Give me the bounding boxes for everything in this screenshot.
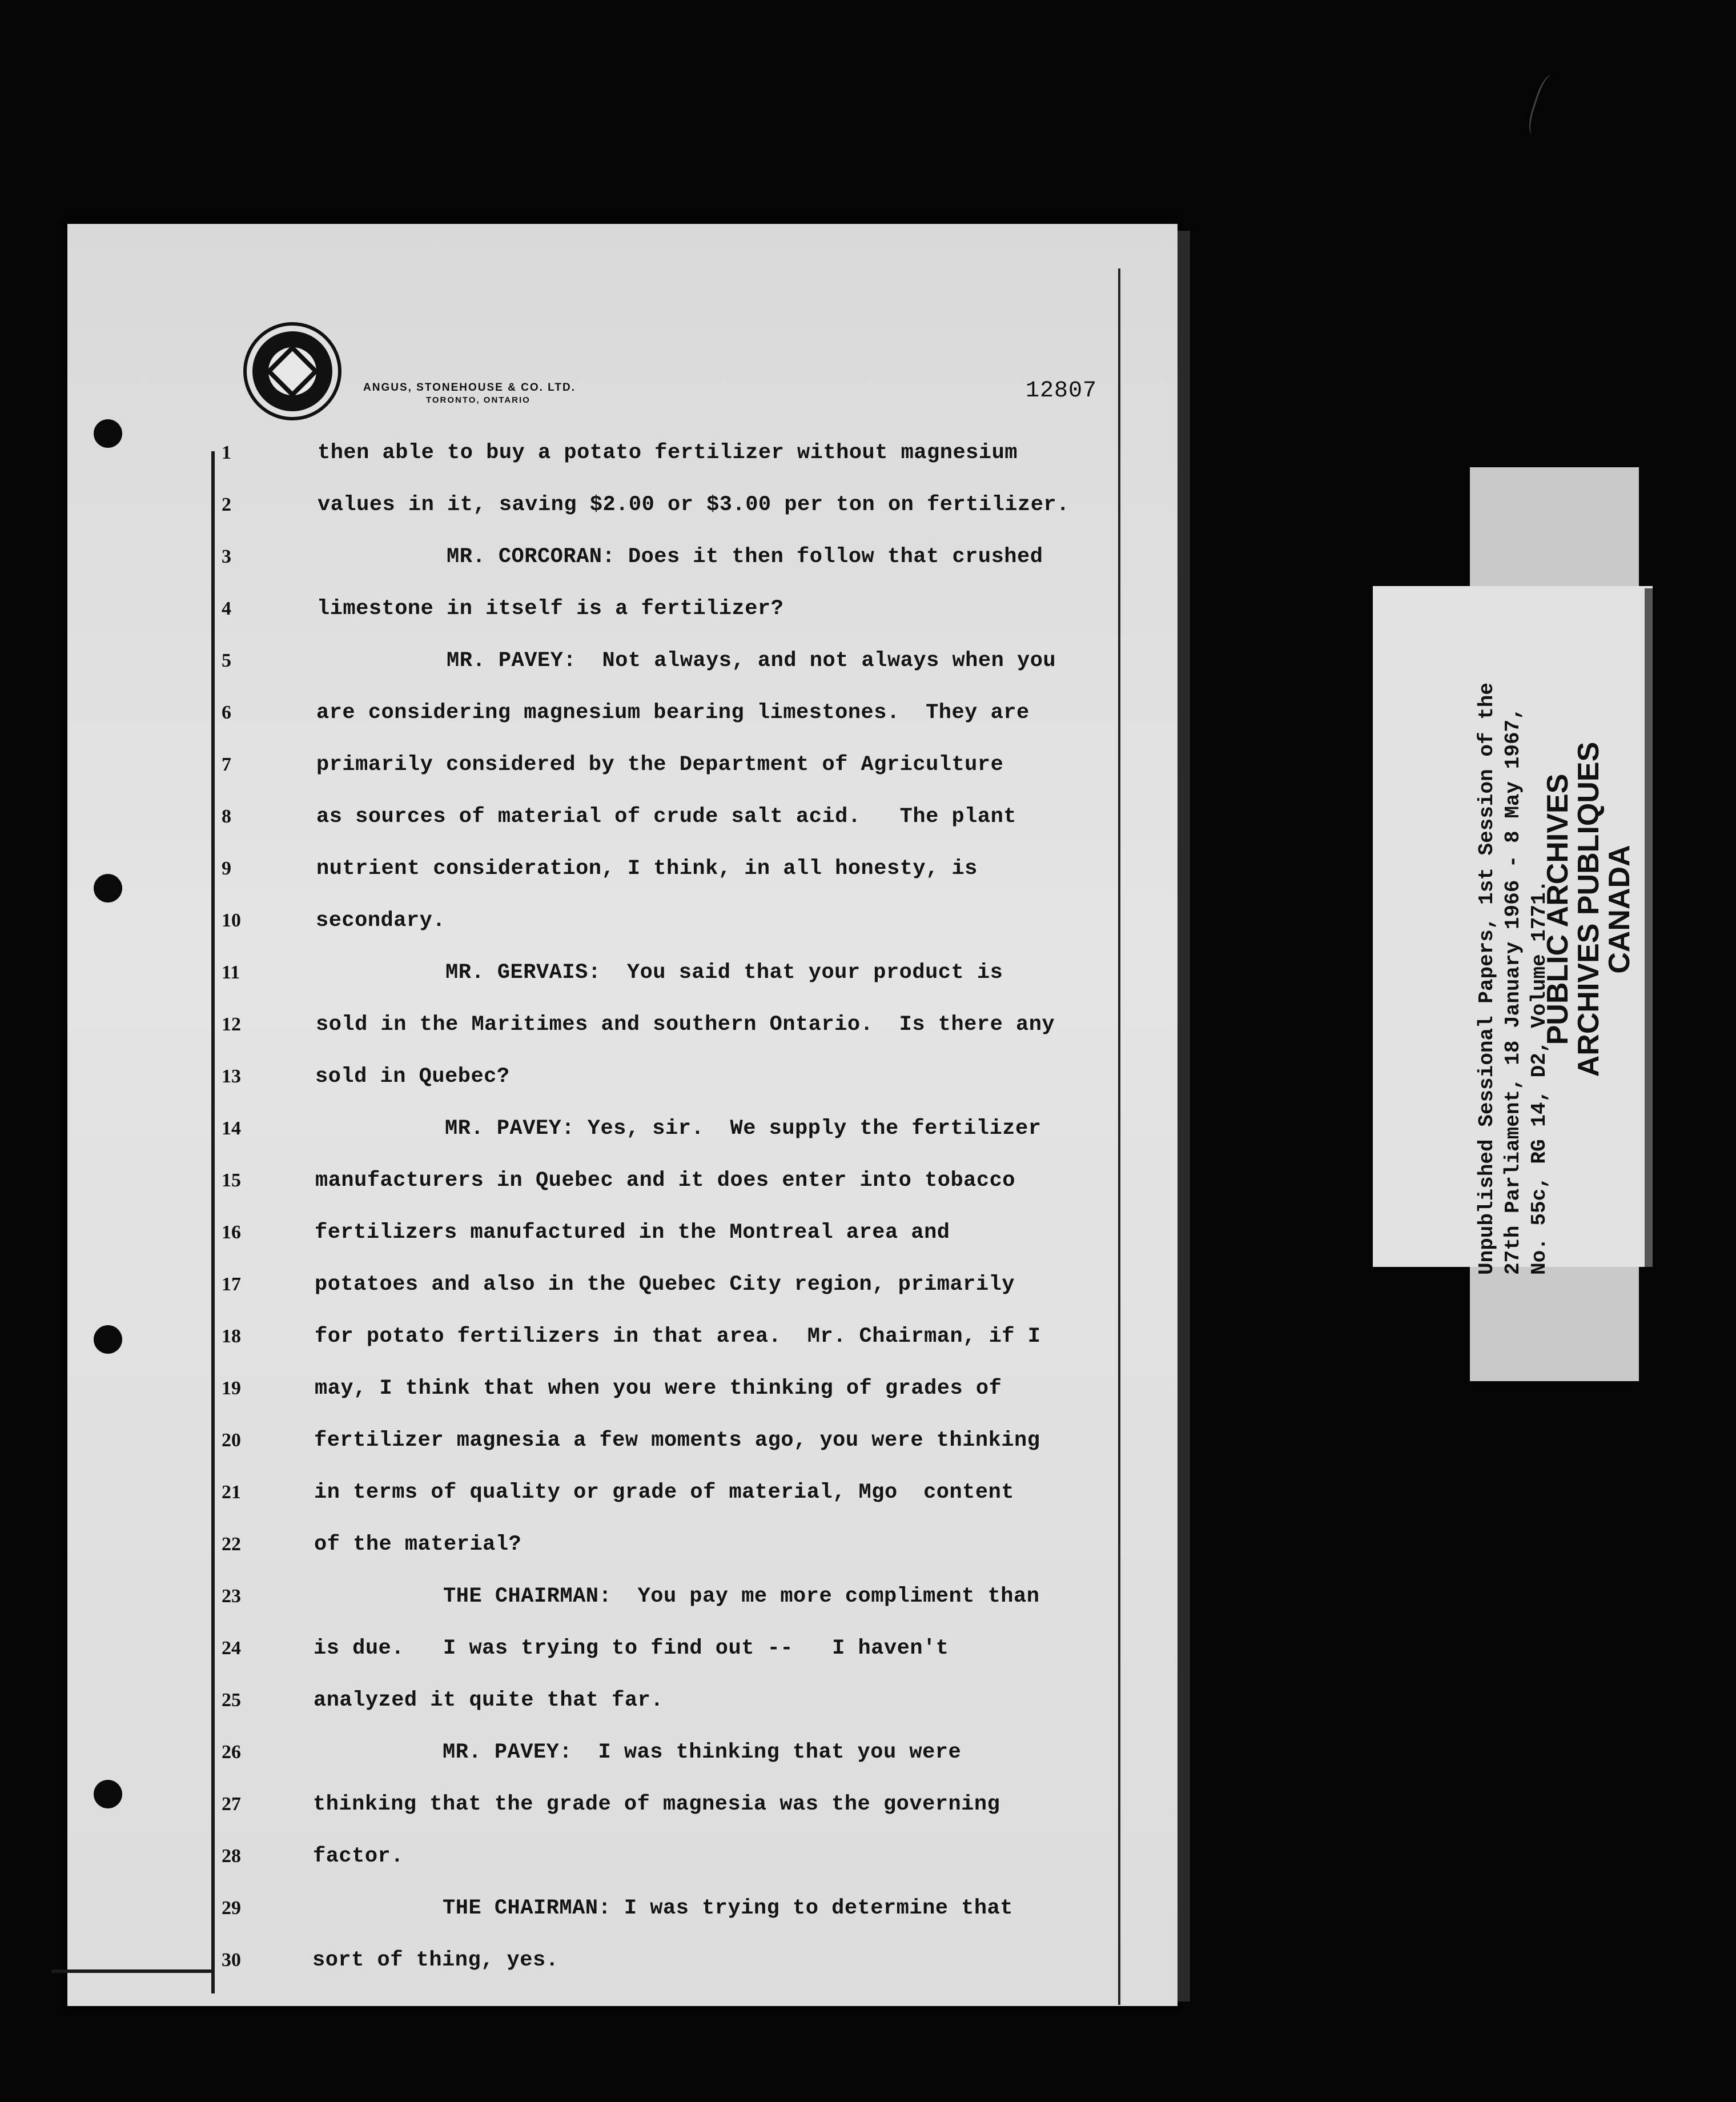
archive-stamp: PUBLIC ARCHIVES ARCHIVES PUBLIQUES CANADA bbox=[1541, 741, 1636, 1077]
transcript-line: THE CHAIRMAN: I was trying to determine that bbox=[313, 1896, 1013, 1920]
transcript-line: sort of thing, yes. bbox=[312, 1948, 559, 1972]
transcript-line: as sources of material of crude salt acid. The plant bbox=[316, 805, 1016, 829]
transcript-line: thinking that the grade of magnesia was the governing bbox=[313, 1792, 1000, 1816]
line-number: 1 bbox=[222, 442, 231, 463]
line-number: 18 bbox=[222, 1326, 241, 1347]
line-number: 24 bbox=[222, 1638, 241, 1659]
page-number: 12807 bbox=[1026, 378, 1098, 404]
right-margin-rule bbox=[1118, 268, 1120, 2005]
transcript-line: THE CHAIRMAN: You pay me more compliment than bbox=[314, 1584, 1040, 1608]
punch-hole bbox=[94, 419, 122, 448]
transcript-line: sold in Quebec? bbox=[315, 1065, 510, 1089]
transcript-line: values in it, saving $2.00 or $3.00 per ton on fertilizer. bbox=[318, 493, 1070, 517]
transcript-line: manufacturers in Quebec and it does enter into tobacco bbox=[315, 1169, 1015, 1193]
transcript-line: analyzed it quite that far. bbox=[314, 1688, 664, 1712]
company-header bbox=[363, 382, 576, 405]
transcript-line: MR. GERVAIS: You said that your product is bbox=[316, 961, 1003, 985]
line-number: 30 bbox=[222, 1949, 241, 1971]
transcript-line: are considering magnesium bearing limestones. They are bbox=[316, 701, 1030, 725]
transcript-line: in terms of quality or grade of material, Mgo content bbox=[314, 1481, 1014, 1505]
line-number: 3 bbox=[222, 546, 231, 567]
transcript-line: factor. bbox=[313, 1844, 404, 1868]
transcript-line: sold in the Maritimes and southern Ontario. Is there any bbox=[316, 1013, 1055, 1037]
line-number: 9 bbox=[222, 858, 231, 879]
transcript-line: fertilizers manufactured in the Montreal area and bbox=[315, 1221, 950, 1245]
line-number: 8 bbox=[222, 806, 231, 827]
transcript-line: MR. PAVEY: Not always, and not always when you bbox=[317, 649, 1056, 673]
transcript-page bbox=[67, 224, 1178, 2006]
line-number: 23 bbox=[222, 1586, 241, 1607]
line-number: 13 bbox=[222, 1066, 241, 1087]
line-number: 29 bbox=[222, 1898, 241, 1919]
line-number: 14 bbox=[222, 1118, 241, 1139]
line-number: 16 bbox=[222, 1222, 241, 1243]
transcript-line: for potato fertilizers in that area. Mr. Chairman, if I bbox=[315, 1325, 1041, 1349]
line-number: 5 bbox=[222, 650, 231, 671]
page-edge bbox=[1178, 231, 1190, 2001]
bottom-rule bbox=[51, 1969, 211, 1973]
transcript-line: MR. PAVEY: I was thinking that you were bbox=[313, 1740, 962, 1764]
line-number: 10 bbox=[222, 910, 241, 931]
corner-mark bbox=[1525, 73, 1564, 139]
line-number: 11 bbox=[222, 962, 240, 983]
line-number: 4 bbox=[222, 598, 231, 619]
transcript-line: of the material? bbox=[314, 1533, 522, 1557]
line-number: 25 bbox=[222, 1690, 241, 1711]
line-number: 2 bbox=[222, 494, 231, 515]
transcript-line: nutrient consideration, I think, in all honesty, is bbox=[316, 857, 978, 881]
line-number: 19 bbox=[222, 1378, 241, 1399]
line-number: 15 bbox=[222, 1170, 241, 1191]
punch-hole bbox=[94, 1325, 122, 1354]
line-number: 20 bbox=[222, 1430, 241, 1451]
transcript-line: is due. I was trying to find out -- I haven't bbox=[314, 1636, 949, 1660]
margin-rule bbox=[211, 451, 215, 1993]
line-number: 21 bbox=[222, 1482, 241, 1503]
line-number: 22 bbox=[222, 1534, 241, 1555]
transcript-line: MR. CORCORAN: Does it then follow that crushed bbox=[317, 545, 1043, 569]
label-shadow bbox=[1645, 588, 1653, 1267]
company-name: ANGUS, STONEHOUSE & CO. LTD. bbox=[363, 382, 576, 394]
punch-hole bbox=[94, 1780, 122, 1808]
transcript-line: may, I think that when you were thinking of grades of bbox=[315, 1377, 1002, 1401]
transcript-line: fertilizer magnesia a few moments ago, you were thinking bbox=[314, 1429, 1040, 1453]
punch-hole bbox=[94, 874, 122, 902]
company-city: TORONTO, ONTARIO bbox=[426, 395, 531, 405]
line-number: 7 bbox=[222, 754, 231, 775]
transcript-line: secondary. bbox=[316, 909, 446, 933]
transcript-line: then able to buy a potato fertilizer without magnesium bbox=[318, 441, 1018, 465]
transcript-line: MR. PAVEY: Yes, sir. We supply the fertilizer bbox=[315, 1117, 1042, 1141]
transcript-line: potatoes and also in the Quebec City region, primarily bbox=[315, 1273, 1015, 1297]
transcription-seal-logo bbox=[247, 326, 338, 417]
line-number: 17 bbox=[222, 1274, 241, 1295]
line-number: 27 bbox=[222, 1794, 241, 1815]
line-number: 12 bbox=[222, 1014, 241, 1035]
line-number: 6 bbox=[222, 702, 231, 723]
line-number: 26 bbox=[222, 1742, 241, 1763]
line-number: 28 bbox=[222, 1846, 241, 1867]
transcript-line: limestone in itself is a fertilizer? bbox=[317, 597, 784, 621]
archive-citation: Unpublished Sessional Papers, 1st Session of the 27th Parliament, 18 January 1966 - 8 May 1967, No. 55c, RG 14, D2, Volume 1771. bbox=[1475, 683, 1551, 1275]
transcript-line: primarily considered by the Department of Agriculture bbox=[316, 753, 1004, 777]
